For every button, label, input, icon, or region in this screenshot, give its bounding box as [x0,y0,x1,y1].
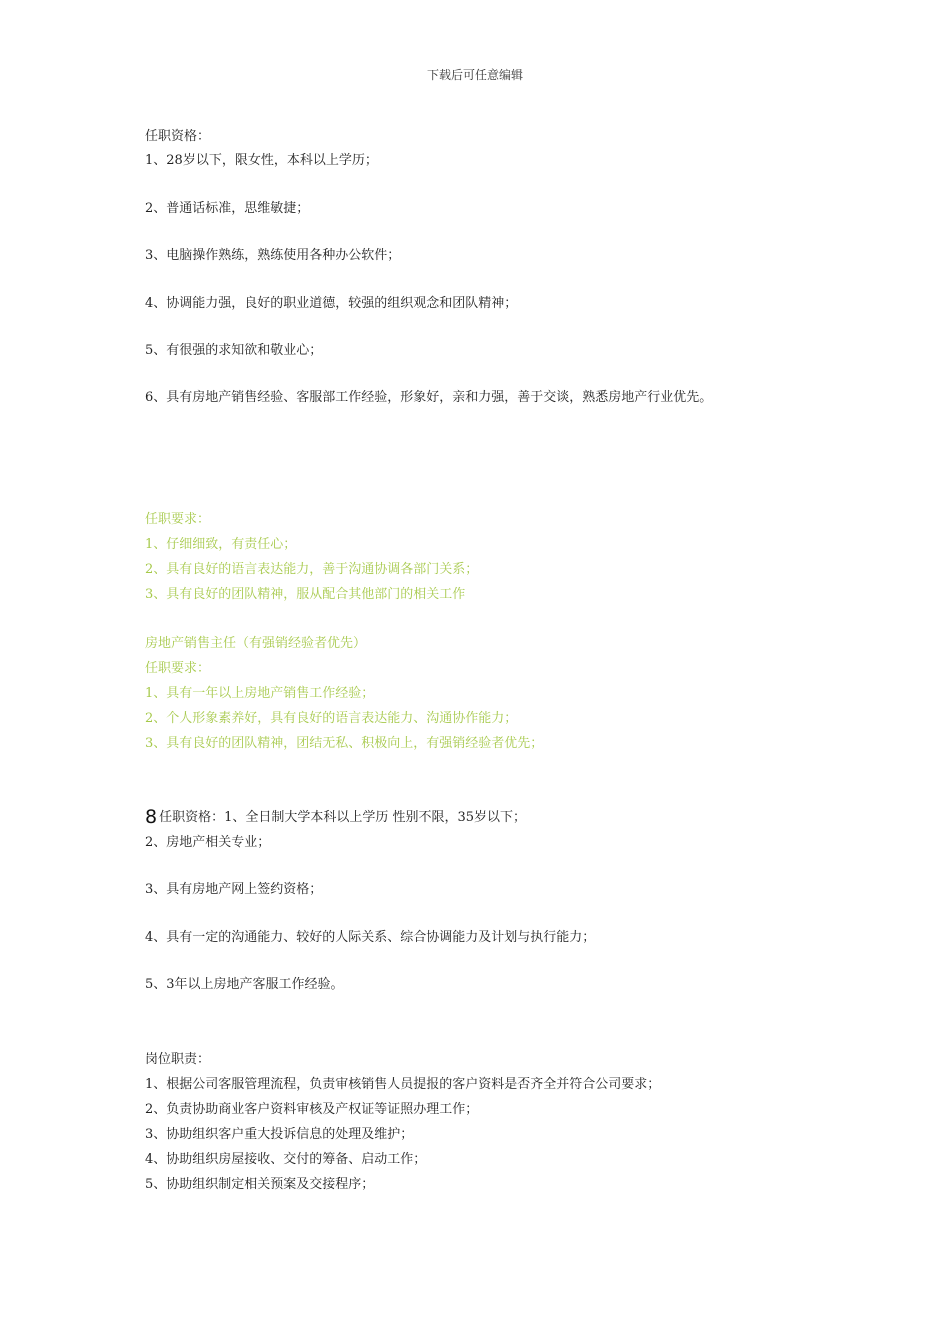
list-item: 4、具有一定的沟通能力、较好的人际关系、综合协调能力及计划与执行能力； [145,930,596,945]
list-item: 1、仔细细致，有责任心； [145,537,297,552]
list-item: 2、个人形象素养好，具有良好的语言表达能力、沟通协作能力； [145,711,518,726]
list-item: 5、3年以上房地产客服工作经验。 [145,977,344,992]
list-item: 2、负责协助商业客户资料审核及产权证等证照办理工作； [145,1102,479,1117]
list-item: 3、具有良好的团队精神，团结无私、积极向上，有强销经验者优先； [145,736,544,751]
list-item: 3、具有房地产网上签约资格； [145,882,323,897]
list-item: 5、有很强的求知欲和敬业心； [145,343,323,358]
list-item: 4、协调能力强，良好的职业道德，较强的组织观念和团队精神； [145,296,518,311]
list-item: 2、普通话标准，思维敏捷； [145,201,310,216]
list-item: 2、房地产相关专业； [145,835,271,850]
list-item: 3、协助组织客户重大投诉信息的处理及维护； [145,1127,414,1142]
section-first-line-text: 任职资格：1、全日制大学本科以上学历 性别不限，35岁以下； [159,810,527,825]
list-item: 4、协助组织房屋接收、交付的筹备、启动工作； [145,1152,427,1167]
list-item: 3、电脑操作熟练，熟练使用各种办公软件； [145,248,401,263]
page-header: 下载后可任意编辑 [426,68,523,82]
section-title: 岗位职责： [145,1052,211,1067]
section-number: 8 [145,806,158,828]
list-item: 5、协助组织制定相关预案及交接程序； [145,1177,375,1192]
section-title: 任职资格： [145,129,211,144]
list-item: 6、具有房地产销售经验、客服部工作经验，形象好，亲和力强，善于交谈，熟悉房地产行业优先。 [145,390,713,405]
list-item: 3、具有良好的团队精神，服从配合其他部门的相关工作 [145,587,466,602]
list-item: 1、28岁以下，限女性，本科以上学历； [145,153,378,168]
section-title: 任职要求： [145,661,211,676]
list-item: 1、根据公司客服管理流程，负责审核销售人员提报的客户资料是否齐全并符合公司要求； [145,1077,661,1092]
list-item: 1、具有一年以上房地产销售工作经验； [145,686,375,701]
section-title: 任职要求： [145,512,211,527]
section-first-line [145,808,526,827]
list-item: 2、具有良好的语言表达能力，善于沟通协调各部门关系； [145,562,479,577]
role-title: 房地产销售主任（有强销经验者优先） [145,636,367,651]
